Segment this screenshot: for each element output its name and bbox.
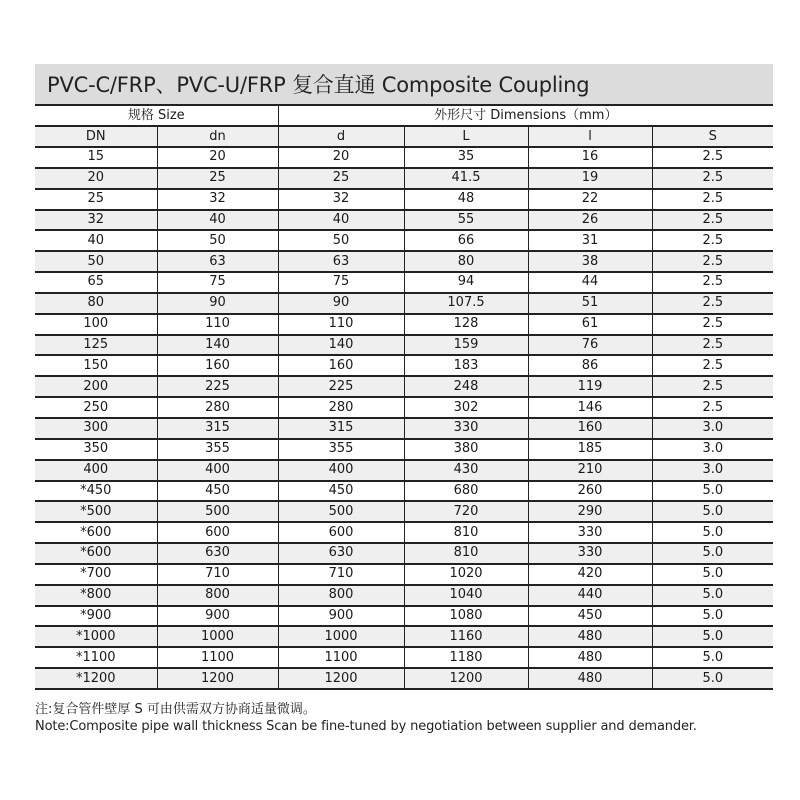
cell-S: 2.5	[652, 314, 773, 335]
cell-S: 5.0	[652, 585, 773, 606]
cell-DN: 20	[35, 168, 157, 189]
cell-d: 225	[278, 376, 404, 397]
cell-S: 2.5	[652, 355, 773, 376]
cell-DN: 300	[35, 418, 157, 439]
cell-L: 720	[404, 501, 528, 522]
spec-table	[35, 104, 773, 690]
cell-L: 1200	[404, 668, 528, 689]
cell-l: 38	[528, 251, 652, 272]
cell-l: 61	[528, 314, 652, 335]
cell-DN: 32	[35, 210, 157, 231]
table-row	[35, 293, 773, 314]
cell-L: 810	[404, 543, 528, 564]
cell-L: 66	[404, 230, 528, 251]
cell-dn: 500	[157, 501, 278, 522]
cell-dn: 63	[157, 251, 278, 272]
cell-l: 420	[528, 564, 652, 585]
table-row	[35, 585, 773, 606]
cell-dn: 25	[157, 168, 278, 189]
cell-DN: *700	[35, 564, 157, 585]
cell-S: 3.0	[652, 439, 773, 460]
group-header-row	[35, 105, 773, 126]
cell-DN: 15	[35, 147, 157, 168]
cell-S: 2.5	[652, 147, 773, 168]
table-row	[35, 189, 773, 210]
cell-d: 1200	[278, 668, 404, 689]
cell-l: 210	[528, 460, 652, 481]
cell-L: 128	[404, 314, 528, 335]
cell-l: 440	[528, 585, 652, 606]
cell-d: 400	[278, 460, 404, 481]
cell-l: 22	[528, 189, 652, 210]
cell-S: 2.5	[652, 376, 773, 397]
cell-L: 41.5	[404, 168, 528, 189]
cell-L: 1080	[404, 606, 528, 627]
cell-S: 2.5	[652, 272, 773, 293]
table-row	[35, 147, 773, 168]
cell-l: 146	[528, 397, 652, 418]
table-row	[35, 668, 773, 689]
cell-dn: 400	[157, 460, 278, 481]
cell-DN: 50	[35, 251, 157, 272]
cell-L: 107.5	[404, 293, 528, 314]
cell-dn: 1200	[157, 668, 278, 689]
cell-S: 5.0	[652, 668, 773, 689]
note-chinese: 注:复合管件壁厚 S 可由供需双方协商适量微调。	[35, 702, 316, 717]
size-group-header: 规格 Size	[35, 105, 278, 126]
cell-l: 290	[528, 501, 652, 522]
cell-DN: *1000	[35, 626, 157, 647]
cell-d: 1100	[278, 647, 404, 668]
cell-l: 260	[528, 481, 652, 502]
note-english: Note:Composite pipe wall thickness Scan be fine-tuned by negotiation between supplier and demander.	[35, 719, 697, 734]
cell-DN: *800	[35, 585, 157, 606]
cell-dn: 160	[157, 355, 278, 376]
cell-DN: *1100	[35, 647, 157, 668]
cell-DN: 40	[35, 230, 157, 251]
cell-DN: 200	[35, 376, 157, 397]
cell-L: 1040	[404, 585, 528, 606]
cell-dn: 20	[157, 147, 278, 168]
cell-dn: 450	[157, 481, 278, 502]
table-row	[35, 522, 773, 543]
cell-L: 680	[404, 481, 528, 502]
cell-S: 5.0	[652, 564, 773, 585]
column-header-row	[35, 126, 773, 147]
cell-l: 119	[528, 376, 652, 397]
cell-DN: 65	[35, 272, 157, 293]
table-row	[35, 314, 773, 335]
cell-d: 630	[278, 543, 404, 564]
cell-S: 5.0	[652, 501, 773, 522]
cell-d: 800	[278, 585, 404, 606]
column-header-DN: DN	[35, 126, 157, 147]
cell-DN: *600	[35, 522, 157, 543]
cell-dn: 600	[157, 522, 278, 543]
cell-S: 5.0	[652, 543, 773, 564]
cell-L: 55	[404, 210, 528, 231]
column-header-L: L	[404, 126, 528, 147]
cell-S: 2.5	[652, 168, 773, 189]
cell-dn: 110	[157, 314, 278, 335]
cell-l: 26	[528, 210, 652, 231]
cell-l: 19	[528, 168, 652, 189]
cell-l: 185	[528, 439, 652, 460]
table-row	[35, 397, 773, 418]
table-row	[35, 272, 773, 293]
cell-d: 500	[278, 501, 404, 522]
cell-L: 430	[404, 460, 528, 481]
cell-l: 330	[528, 543, 652, 564]
cell-S: 5.0	[652, 606, 773, 627]
cell-DN: *450	[35, 481, 157, 502]
table-row	[35, 168, 773, 189]
table-row	[35, 335, 773, 356]
cell-l: 51	[528, 293, 652, 314]
cell-dn: 900	[157, 606, 278, 627]
column-header-dn: dn	[157, 126, 278, 147]
cell-S: 2.5	[652, 397, 773, 418]
cell-d: 280	[278, 397, 404, 418]
table-row	[35, 460, 773, 481]
cell-d: 710	[278, 564, 404, 585]
cell-d: 140	[278, 335, 404, 356]
cell-l: 16	[528, 147, 652, 168]
table-row	[35, 439, 773, 460]
cell-L: 159	[404, 335, 528, 356]
cell-d: 75	[278, 272, 404, 293]
cell-l: 76	[528, 335, 652, 356]
cell-d: 1000	[278, 626, 404, 647]
cell-dn: 50	[157, 230, 278, 251]
table-row	[35, 501, 773, 522]
table-row	[35, 376, 773, 397]
cell-d: 160	[278, 355, 404, 376]
cell-dn: 32	[157, 189, 278, 210]
cell-d: 25	[278, 168, 404, 189]
cell-d: 20	[278, 147, 404, 168]
cell-DN: *900	[35, 606, 157, 627]
cell-dn: 1100	[157, 647, 278, 668]
cell-DN: *1200	[35, 668, 157, 689]
cell-S: 5.0	[652, 647, 773, 668]
cell-L: 810	[404, 522, 528, 543]
cell-DN: 150	[35, 355, 157, 376]
cell-DN: 100	[35, 314, 157, 335]
cell-DN: 250	[35, 397, 157, 418]
cell-S: 2.5	[652, 189, 773, 210]
cell-d: 40	[278, 210, 404, 231]
column-header-S: S	[652, 126, 773, 147]
cell-l: 44	[528, 272, 652, 293]
cell-L: 1160	[404, 626, 528, 647]
cell-L: 48	[404, 189, 528, 210]
column-header-d: d	[278, 126, 404, 147]
cell-d: 315	[278, 418, 404, 439]
cell-dn: 90	[157, 293, 278, 314]
cell-dn: 140	[157, 335, 278, 356]
cell-dn: 40	[157, 210, 278, 231]
cell-dn: 1000	[157, 626, 278, 647]
cell-DN: *500	[35, 501, 157, 522]
cell-l: 480	[528, 626, 652, 647]
cell-DN: *600	[35, 543, 157, 564]
cell-l: 480	[528, 668, 652, 689]
title-text: PVC-C/FRP、PVC-U/FRP 复合直通 Composite Coupling	[47, 73, 590, 97]
table-row	[35, 543, 773, 564]
cell-L: 380	[404, 439, 528, 460]
table-row	[35, 626, 773, 647]
cell-S: 2.5	[652, 230, 773, 251]
cell-S: 2.5	[652, 293, 773, 314]
table-row	[35, 606, 773, 627]
cell-S: 5.0	[652, 481, 773, 502]
cell-L: 1180	[404, 647, 528, 668]
cell-S: 3.0	[652, 418, 773, 439]
cell-L: 1020	[404, 564, 528, 585]
table-row	[35, 481, 773, 502]
cell-L: 35	[404, 147, 528, 168]
cell-L: 94	[404, 272, 528, 293]
cell-d: 110	[278, 314, 404, 335]
cell-DN: 350	[35, 439, 157, 460]
cell-d: 90	[278, 293, 404, 314]
cell-L: 248	[404, 376, 528, 397]
cell-l: 330	[528, 522, 652, 543]
cell-dn: 800	[157, 585, 278, 606]
cell-DN: 25	[35, 189, 157, 210]
table-row	[35, 210, 773, 231]
cell-dn: 75	[157, 272, 278, 293]
cell-S: 5.0	[652, 522, 773, 543]
cell-dn: 315	[157, 418, 278, 439]
cell-L: 330	[404, 418, 528, 439]
cell-l: 86	[528, 355, 652, 376]
table-row	[35, 647, 773, 668]
cell-dn: 280	[157, 397, 278, 418]
cell-l: 450	[528, 606, 652, 627]
table-row	[35, 230, 773, 251]
cell-d: 63	[278, 251, 404, 272]
cell-d: 50	[278, 230, 404, 251]
cell-l: 31	[528, 230, 652, 251]
cell-S: 2.5	[652, 210, 773, 231]
dimensions-group-header: 外形尺寸 Dimensions（mm）	[278, 105, 773, 126]
cell-S: 3.0	[652, 460, 773, 481]
cell-d: 900	[278, 606, 404, 627]
cell-dn: 630	[157, 543, 278, 564]
cell-L: 80	[404, 251, 528, 272]
cell-l: 480	[528, 647, 652, 668]
table-row	[35, 564, 773, 585]
table-row	[35, 355, 773, 376]
cell-dn: 355	[157, 439, 278, 460]
cell-S: 2.5	[652, 335, 773, 356]
table-row	[35, 251, 773, 272]
cell-DN: 400	[35, 460, 157, 481]
cell-d: 32	[278, 189, 404, 210]
cell-l: 160	[528, 418, 652, 439]
cell-L: 302	[404, 397, 528, 418]
table-body	[35, 147, 773, 689]
page-title	[35, 64, 773, 104]
column-header-l: l	[528, 126, 652, 147]
cell-d: 600	[278, 522, 404, 543]
cell-d: 450	[278, 481, 404, 502]
cell-S: 2.5	[652, 251, 773, 272]
cell-dn: 710	[157, 564, 278, 585]
cell-DN: 125	[35, 335, 157, 356]
cell-L: 183	[404, 355, 528, 376]
cell-d: 355	[278, 439, 404, 460]
table-row	[35, 418, 773, 439]
cell-S: 5.0	[652, 626, 773, 647]
cell-DN: 80	[35, 293, 157, 314]
cell-dn: 225	[157, 376, 278, 397]
